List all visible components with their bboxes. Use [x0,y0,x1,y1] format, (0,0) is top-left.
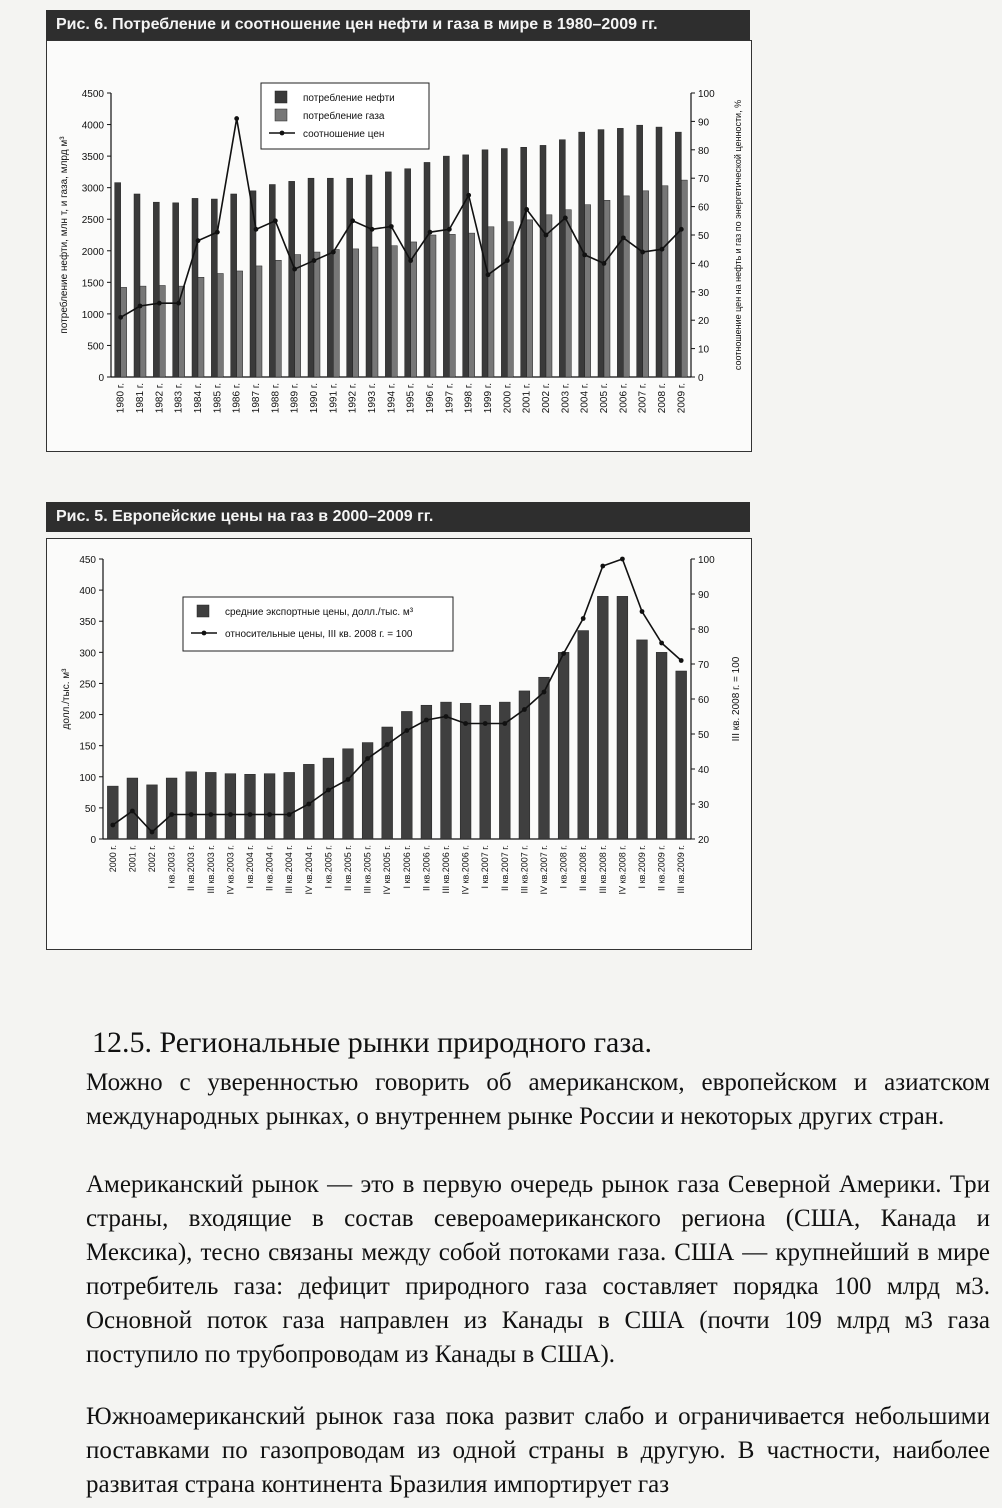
chart2-bar [441,702,452,839]
chart1-category-label: 2003 г. [560,383,572,414]
chart2-bar [205,772,216,839]
chart2-bar [637,640,648,839]
chart2-left-tick-label: 100 [79,772,96,784]
chart2-bar [245,774,256,839]
chart1-legend-label: потребление газа [303,111,385,122]
chart2-line-point [287,812,292,817]
chart2-left-tick-label: 300 [79,648,96,660]
chart1-bar [217,273,223,377]
chart1-bar [540,145,546,377]
chart1-line-point [350,218,355,223]
chart1-category-label: 2005 г. [599,383,610,414]
chart1-bar [153,202,159,377]
chart1-left-tick-label: 4500 [81,89,104,100]
chart1-category-label: 1999 г. [483,383,494,414]
chart1-left-tick-label: 2500 [81,215,104,227]
chart1-line-point [196,238,201,243]
chart1-category-label: 2007 г. [637,383,649,414]
chart2-category-label: IV кв.2003 г. [225,845,236,895]
chart1-category-label: 2009 г. [676,383,688,414]
chart2-line-point [326,788,331,793]
chart1-line-point [312,258,317,263]
chart1-line-point [524,207,529,212]
chart1-bar [617,128,623,377]
figure1-panel [46,40,752,452]
chart2-line-point [228,812,233,817]
chart1-right-tick-label: 30 [698,287,710,299]
chart1-line-point [640,250,645,255]
chart1-line-point [428,230,433,235]
chart1-line-point [138,304,143,309]
chart1-bar [353,249,359,377]
chart1-bar [675,132,681,377]
chart2-right-tick-label: 40 [698,765,710,776]
chart1-category-label: 1995 г. [405,383,417,414]
chart2-line-point [150,830,155,835]
chart1-right-tick-label: 60 [698,202,710,214]
chart1-bar [521,147,527,377]
chart2-line-point [640,609,645,614]
chart1-category-label: 1993 г. [367,383,378,414]
chart2-line-point [679,658,684,663]
chart1-bar [391,246,397,377]
chart2-category-label: IV кв.2006 г. [460,845,471,895]
chart1-bar [623,196,629,377]
chart2-bar [676,671,687,839]
chart1-bar [308,178,314,377]
chart1-category-label: 2006 г. [618,383,630,414]
chart1-left-tick-label: 2000 [81,246,104,258]
chart2-line-point [581,616,586,621]
chart1-bar [585,205,591,377]
chart2-line-point [404,728,409,733]
chart2-line-point [561,651,566,656]
chart1-category-label: 1990 г. [309,383,320,414]
chart1-category-label: 2000 г. [502,383,514,414]
chart1-left-tick-label: 3000 [81,183,104,195]
chart1-category-label: 1981 г. [135,383,146,414]
chart2-bar [597,596,608,839]
chart2-category-label: I кв.2007 г. [480,845,491,889]
chart2-bar [225,774,236,839]
chart2-bar [186,772,197,839]
chart1-line-point [234,116,239,121]
chart2-category-label: III кв.2007 г. [519,845,530,894]
chart2-category-label: II кв.2004 г. [264,845,275,891]
chart1-category-label: 1983 г. [173,383,185,414]
chart2-line-point [267,812,272,817]
chart1-bar [192,198,198,377]
chart1-category-label: 1989 г. [289,383,301,414]
chart2-line-point [444,714,449,719]
figure2-panel [46,538,752,950]
chart1-left-tick-label: 3500 [81,152,104,164]
chart1-left-tick-label: 4000 [81,120,104,132]
section-title: 12.5. Региональные рынки природного газа. [92,1026,653,1059]
chart1-category-label: 1985 г. [212,383,224,414]
chart2-category-label: II кв.2005 г. [343,845,353,891]
chart1-bar [527,220,533,377]
chart1-line-point [331,250,336,255]
chart1-line-point [389,224,394,229]
chart1-left-tick-label: 500 [87,341,104,353]
chart2-line-point [385,742,390,747]
chart1-bar [256,266,262,377]
chart1-category-label: 1994 г. [386,383,398,414]
chart1-bar [237,271,243,377]
chart1-bar [159,285,165,377]
chart2-category-label: III кв.2008 г. [597,845,608,894]
chart1-bar [211,199,217,377]
chart1-bar [449,234,455,377]
chart2-bar [107,786,118,839]
chart1-legend-swatch [275,91,287,103]
chart2-bar [127,778,138,839]
chart1-line-point [254,227,259,232]
chart1-category-label: 1986 г. [231,383,243,414]
chart1-bar [469,233,475,377]
chart2-category-label: III кв.2004 г. [284,845,295,894]
chart2-category-label: IV кв.2004 г. [303,845,314,895]
chart1-bar [546,215,552,377]
chart2-bar [617,596,628,839]
chart2-category-label: I кв.2008 г. [558,845,569,889]
chart1-right-tick-label: 20 [698,316,710,328]
chart2-category-label: II кв.2008 г. [578,845,589,891]
chart1-category-label: 1984 г. [193,383,204,414]
figure1-chart [47,41,751,451]
chart2-bar [264,774,275,839]
chart2-category-label: II кв.2006 г. [421,845,432,891]
chart1-legend-label: потребление нефти [303,93,395,104]
chart1-bar [463,155,469,377]
chart1-category-label: 2004 г. [579,383,591,414]
chart2-line-point [502,721,507,726]
chart1-line-point [621,235,626,240]
chart2-category-label: IV кв.2007 г. [539,845,549,895]
chart1-category-label: 1996 г. [425,383,436,414]
chart2-line-point [130,809,135,814]
chart2-left-tick-label: 450 [79,555,96,566]
chart1-line-point [679,227,684,232]
chart2-legend-label: относительные цены, III кв. 2008 г. = 100 [225,629,413,640]
chart2-category-label: III кв.2006 г. [441,845,451,894]
chart1-bar [275,260,281,377]
chart1-bar [250,191,256,377]
chart1-line-point [408,258,413,263]
chart1-right-tick-label: 100 [698,89,715,100]
chart1-line-point [582,252,587,257]
chart2-line-point [169,812,174,817]
chart1-category-label: 1988 г. [270,383,282,414]
chart1-bar [295,255,301,377]
chart2-category-label: II кв.2007 г. [499,845,510,891]
chart1-category-label: 1987 г. [251,383,262,414]
chart1-line-point [292,267,297,272]
chart1-right-tick-label: 10 [698,344,710,356]
chart2-left-tick-label: 350 [79,617,96,629]
chart1-line-point [602,261,607,266]
paragraph-2: Американский рынок — это в первую очередь рынок газа Северной Америки. Три страны, входящие в состав североамериканского региона (США, Канада и Мексика), тесно связаны между собой потоками газа. США — крупнейший в мире потребитель газа: дефицит природного газа составляет порядка 100 млрд м3. Основной поток газа направлен из Канады в США (почти 109 млрд м3 газа поступило по трубопроводам из Канады в США). [86,1171,990,1368]
chart1-bar [604,200,610,377]
chart1-line-point [466,193,471,198]
chart2-right-tick-label: 50 [698,730,710,741]
chart2-right-tick-label: 80 [698,625,710,636]
chart1-bar [405,169,411,377]
chart1-left-tick-label: 1000 [81,309,104,321]
chart1-right-tick-label: 50 [698,231,710,242]
chart1-left-tick-label: 1500 [81,278,104,290]
chart1-line-point [447,227,452,232]
paragraph-1: Можно с уверенностью говорить об американском, европейском и азиатском международных рынках, о внутреннем рынке России и некоторых других стран. [86,1069,990,1130]
chart2-category-label: 2002 г. [147,845,157,873]
chart2-line-point [346,777,351,782]
chart1-bar [327,178,333,377]
chart1-bar [559,140,565,377]
chart1-line-point [563,216,568,221]
chart2-left-tick-label: 50 [84,803,96,815]
chart2-legend [183,597,453,651]
chart1-bar [121,287,127,377]
chart1-category-label: 1997 г. [444,383,456,414]
chart1-category-label: 1991 г. [328,383,340,414]
chart1-bar [488,227,494,377]
chart1-bar [333,250,339,377]
chart1-category-label: 2002 г. [541,383,552,414]
chart1-bar [347,178,353,377]
chart1-bar [372,247,378,377]
chart1-category-label: 2008 г. [657,383,668,414]
chart1-bar [430,235,436,377]
chart2-left-tick-label: 150 [79,741,96,753]
chart2-line-point [424,718,429,723]
chart1-line-point [273,218,278,223]
chart1-bar [424,162,430,377]
chart1-category-label: 1982 г. [154,383,166,414]
chart2-line-point [600,564,605,569]
chart2-right-axis-title: III кв. 2008 г. = 100 [731,656,742,742]
chart1-bar [443,156,449,377]
chart1-right-axis-title: соотношение цен на нефть и газ по энергетической ценности, % [733,99,743,371]
chart2-right-tick-label: 90 [698,590,710,601]
chart2-line-point [483,721,488,726]
paragraph-3: Южноамериканский рынок газа пока развит слабо и ограничивается небольшими поставками по газопроводам из одной страны в другую. В частности, наиболее развитая страна континента Бразилия импортирует газ [86,1403,990,1498]
chart2-line-point [659,641,664,646]
chart1-line-point [176,301,181,306]
chart1-bar [565,210,571,377]
chart1-bar [314,252,320,377]
chart1-line-point [370,227,375,232]
chart2-right-tick-label: 60 [698,695,710,706]
figure2-chart [47,539,751,949]
chart1-category-label: 1992 г. [347,383,359,414]
chart2-right-tick-label: 100 [698,555,715,566]
chart2-right-tick-label: 30 [698,800,710,811]
chart1-bar [385,172,391,377]
chart2-category-label: III кв.2009 г. [676,845,687,894]
chart2-category-label: III кв.2005 г. [362,845,373,894]
chart2-bar [539,677,550,839]
chart2-line-point [110,823,115,828]
chart2-line-point [522,707,527,712]
chart1-bar [140,286,146,377]
chart2-bar [323,758,334,839]
chart2-left-tick-label: 200 [79,710,96,722]
chart1-bar [598,130,604,377]
chart1-left-tick-label: 0 [98,373,104,384]
chart1-legend-swatch [275,109,287,121]
chart2-category-label: III кв.2003 г. [205,845,216,894]
chart2-line-point [189,812,194,817]
chart2-category-label: 2001 г. [127,845,138,873]
chart2-category-label: II кв.2009 г. [656,845,667,891]
chart2-category-label: I кв.2009 г. [637,845,647,889]
chart2-category-label: I кв.2006 г. [401,845,412,889]
figure2-title: Рис. 5. Европейские цены на газ в 2000–2009 гг. [46,502,750,532]
chart1-bar [231,194,237,377]
chart2-right-tick-label: 20 [698,835,710,846]
chart1-bar [656,127,662,377]
chart1-category-label: 1998 г. [463,383,475,414]
chart2-bar [656,652,667,839]
chart1-bar [681,180,687,377]
chart1-line-point [486,272,491,277]
chart2-line-point [365,756,370,761]
chart1-right-tick-label: 0 [698,373,704,384]
chart2-bar [343,749,354,839]
chart2-bar [421,705,432,839]
chart2-left-tick-label: 400 [79,586,96,598]
chart1-line-point [157,301,162,306]
chart2-bar [578,631,589,839]
chart2-legend-label: средние экспортные цены, долл./тыс. м³ [225,607,414,618]
chart1-bar [289,181,295,377]
chart1-bar [643,191,649,377]
chart1-bar [366,175,372,377]
chart1-right-tick-label: 70 [698,174,710,186]
chart1-line-point [118,315,123,320]
chart2-right-tick-label: 70 [698,660,710,671]
chart1-right-tick-label: 90 [698,117,710,129]
chart2-category-label: I кв.2004 г. [245,845,255,889]
chart1-bar [198,277,204,377]
chart2-category-label: II кв.2003 г. [186,845,197,891]
chart2-category-label: IV кв.2008 г. [617,845,628,895]
chart1-bar [269,185,275,377]
chart1-bar [173,203,179,377]
chart2-legend-line-marker [202,631,207,636]
chart1-line-point [660,247,665,252]
chart2-line-point [542,690,547,695]
chart2-bar [166,778,177,839]
chart2-line-point [306,802,311,807]
chart2-left-tick-label: 250 [79,679,96,691]
chart2-category-label: I кв.2005 г. [323,845,334,889]
chart1-bar [662,186,668,377]
chart2-line-point [463,721,468,726]
chart2-category-label: I кв.2003 г. [166,845,177,889]
chart1-line-point [505,258,510,263]
chart1-category-label: 2001 г. [521,382,533,414]
chart2-line-point [248,812,253,817]
chart1-legend-label: соотношение цен [303,129,385,140]
chart1-right-tick-label: 40 [698,259,710,271]
chart1-legend-line-marker [280,131,285,136]
chart2-left-axis-title: долл./тыс. м³ [61,668,72,730]
chart2-bar [558,652,569,839]
chart2-category-label: IV кв.2005 г. [382,845,393,895]
chart1-right-tick-label: 80 [698,145,710,157]
chart1-line-point [544,233,549,238]
chart1-bar [115,183,121,377]
chart1-category-label: 1980 г. [115,383,127,414]
chart2-line-point [208,812,213,817]
chart2-legend-swatch [197,605,209,617]
chart2-left-tick-label: 0 [90,835,96,846]
chart1-line-point [215,230,220,235]
chart2-bar [284,772,295,839]
figure1-title: Рис. 6. Потребление и соотношение цен нефти и газа в мире в 1980–2009 гг. [46,10,750,40]
chart1-left-axis-title: потребление нефти, млн т, и газа, млрд м³ [59,136,70,334]
chart2-category-label: 2000 г. [107,845,118,873]
chart2-line-point [620,557,625,562]
chart1-bar [134,194,140,377]
